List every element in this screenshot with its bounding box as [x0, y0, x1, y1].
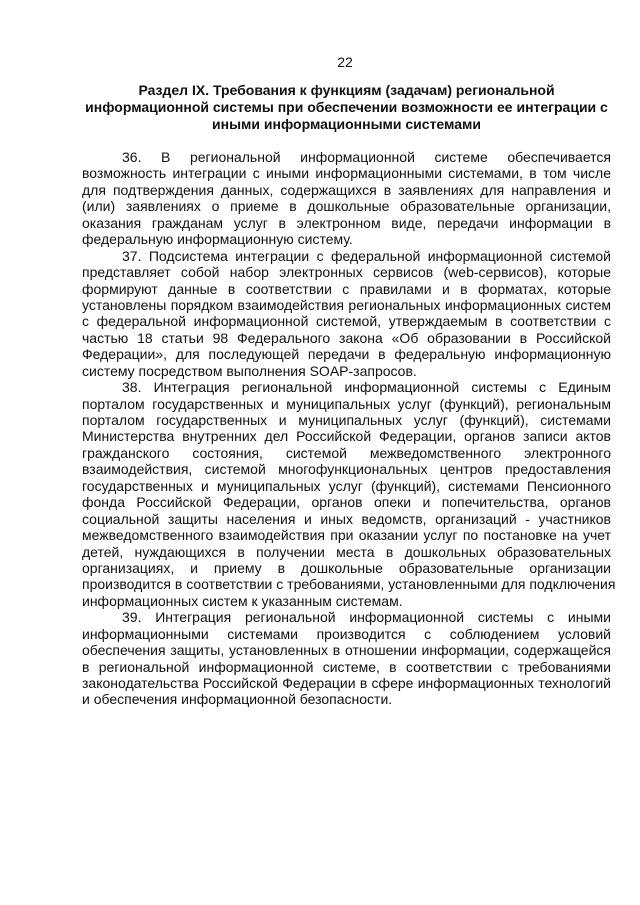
paragraph-line: фонда Российской Федерации, органов опеки и попечительства, органов	[82, 494, 611, 511]
paragraph-line: гражданского состояния, системой межведомственного электронного	[82, 444, 611, 461]
heading-line: информационной системы при обеспечении возможности ее интеграции с	[85, 99, 608, 115]
section-heading	[82, 82, 611, 133]
paragraph-line: федеральную информационную систему.	[82, 231, 353, 248]
paragraph-line: информационных систем к указанным системам.	[82, 592, 403, 609]
paragraph-line: для подтверждения данных, содержащихся в заявлениях для направления и	[82, 181, 611, 198]
paragraph-line: межведомственного взаимодействия при оказании услуг по постановке на учет	[82, 527, 611, 544]
paragraph-line: оказания гражданам услуг в электронном виде, передачи информации в	[82, 214, 611, 231]
paragraph-line: информационными системами производится с соблюдением условий	[82, 625, 611, 642]
paragraph-line: формируют данные в соответствии с правилами и в форматах, которые	[82, 280, 611, 297]
paragraph-line: государственных и муниципальных услуг (функций), системами Пенсионного	[82, 477, 611, 494]
paragraph	[82, 609, 611, 708]
paragraph-line: обеспечения защиты, установленных в отношении информации, содержащейся	[82, 642, 611, 659]
paragraph-line: в региональной информационной системе, в соответствии с требованиями	[82, 658, 611, 675]
paragraph-line: порталом государственных и муниципальных услуг (функций), региональным	[82, 395, 611, 412]
heading-line: Раздел IX. Требования к функциям (задачам) региональной	[138, 82, 555, 98]
paragraph-line: детей, нуждающихся в получении места в дошкольных образовательных	[82, 543, 611, 560]
paragraph	[82, 149, 611, 248]
paragraph-line: с федеральной информационной системой, утверждаемым в соответствии с	[82, 313, 611, 330]
paragraph-line: систему посредством выполнения SOAP-запросов.	[82, 362, 417, 379]
paragraph-line: 39. Интеграция региональной информационной системы с иными	[122, 609, 611, 626]
paragraph-line: Министерства внутренних дел Российской Федерации, органов записи актов	[82, 428, 611, 445]
paragraph-line: 37. Подсистема интеграции с федеральной информационной системой	[122, 247, 611, 264]
paragraph-line: установлены порядком взаимодействия региональных информационных систем	[82, 296, 611, 313]
paragraph	[82, 248, 611, 380]
paragraph-line: законодательства Российской Федерации в сфере информационных технологий	[82, 675, 611, 691]
paragraph-line: возможность интеграции с иными информационными системами, в том числе	[82, 165, 611, 182]
paragraph-line: (или) заявлениях о приеме в дошкольные образовательные организации,	[82, 198, 611, 215]
heading-line: иными информационными системами	[212, 116, 481, 132]
paragraph-line: 38. Интеграция региональной информационной системы с Единым	[122, 379, 611, 396]
paragraph	[82, 379, 616, 609]
paragraph-line: Федерации», для последующей передачи в федеральную информационную	[82, 346, 611, 363]
paragraph-line: представляет собой набор электронных сервисов (web-сервисов), которые	[82, 264, 611, 281]
document-body	[82, 149, 616, 708]
page-number: 22	[337, 54, 353, 70]
paragraph-line: организациях, и приему в дошкольные образовательные организации	[82, 559, 611, 576]
paragraph-line: 36. В региональной информационной системе обеспечивается	[122, 149, 611, 165]
paragraph-line: социальной защиты населения и иных ведомств, организаций - участников	[82, 510, 611, 527]
paragraph-line: частью 18 статьи 98 Федерального закона «Об образовании в Российской	[82, 329, 611, 346]
paragraph-line: взаимодействия, системой многофункциональных центров предоставления	[82, 461, 611, 478]
paragraph-line: порталом государственных и муниципальных услуг (функций), системами	[82, 412, 611, 428]
paragraph-line: производится в соответствии с требованиями, установленными для подключения	[82, 576, 616, 593]
paragraph-line: и обеспечения информационной безопасности.	[82, 691, 393, 708]
